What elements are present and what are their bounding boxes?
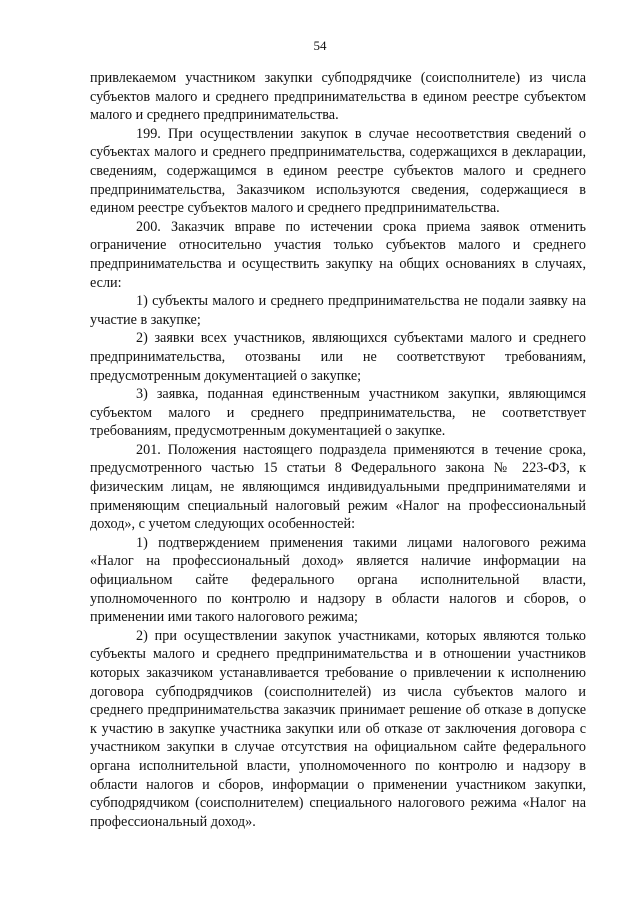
page-number: 54 <box>313 38 327 53</box>
paragraph-200: 200. Заказчик вправе по истечении срока приема заявок отменить ограничение относительно участия только субъектов малого и среднего предпринимательства и осуществить закупку на общих основаниях в случаях, если: <box>90 218 586 291</box>
document-body <box>90 69 586 831</box>
paragraph-201-item-1: 1) подтверждением применения такими лицами налогового режима «Налог на профессиональный доход» является наличие информации на официальном сайте федерального органа исполнительной власти, уполномоченного по контролю и надзору в области налогов и сборов, о применении ими такого налогового режима; <box>90 534 586 626</box>
paragraph-201-item-2: 2) при осуществлении закупок участниками, которых являются только субъекты малого и среднего предпринимательства и в отношении участников которых заказчиком устанавливается требование о привлечении к исполнению договора субподрядчиков (соисполнителей) из числа субъектов малого и среднего предпринимательства заказчик принимает решение об отказе в допуске к участию в закупке участника закупки или об отказе от заключения договора с участником закупки в случае отсутствия на официальном сайте федерального органа исполнительной власти, уполномоченного по контролю и надзору в области налогов и сборов, информации о применении участником закупки, субподрядчиком (соисполнителем) специального налогового режима «Налог на профессиональный доход». <box>90 627 586 830</box>
paragraph-continuation: привлекаемом участником закупки субподрядчике (соисполнителе) из числа субъектов малого и среднего предпринимательства в едином реестре субъектом малого и среднего предпринимательства. <box>90 70 586 124</box>
paragraph-200-item-1: 1) субъекты малого и среднего предпринимательства не подали заявку на участие в закупке; <box>90 293 586 328</box>
paragraph-201: 201. Положения настоящего подраздела применяются в течение срока, предусмотренного частью 15 статьи 8 Федерального закона № 223-ФЗ, к физическим лицам, не являющимся индивидуальными предпринимателями и применяющим специальный налоговый режим «Налог на профессиональный доход», с учетом следующих особенностей: <box>90 441 586 533</box>
paragraph-200-item-2: 2) заявки всех участников, являющихся субъектами малого и среднего предпринимательства, отозваны или не соответствуют требованиям, предусмотренным документацией о закупке; <box>90 330 586 384</box>
paragraph-199: 199. При осуществлении закупок в случае несоответствия сведений о субъектах малого и среднего предпринимательства, содержащихся в декларации, сведениям, содержащимся в едином реестре субъектов малого и среднего предпринимательства, Заказчиком используются сведения, содержащиеся в едином реестре субъектов малого и среднего предпринимательства. <box>90 125 586 217</box>
paragraph-200-item-3: 3) заявка, поданная единственным участником закупки, являющимся субъектом малого и среднего предпринимательства, не соответствует требованиям, предусмотренным документацией о закупке. <box>90 386 586 440</box>
